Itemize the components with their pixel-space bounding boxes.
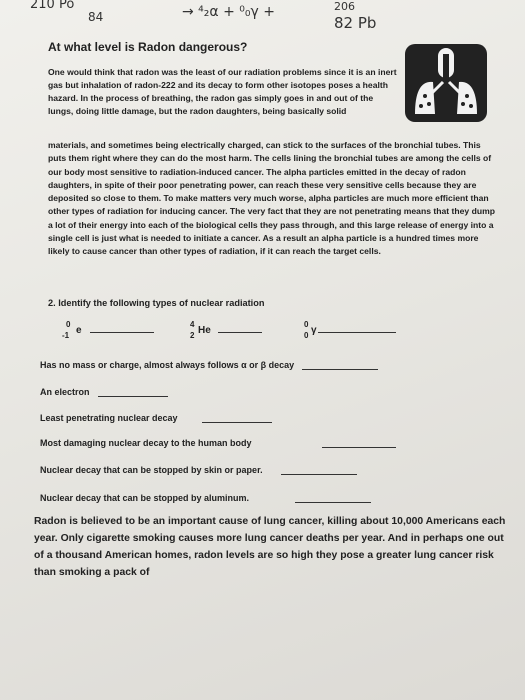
row-aluminum xyxy=(40,493,371,503)
answer-line[interactable] xyxy=(302,369,378,370)
paragraph-body: materials, and sometimes being electrically charged, can stick to the surfaces of the bronchial tubes. This puts them right where they can do the most harm. The cells lining the bronchial tubes are among the cells of our body most sensitive to radiation-induced cancer. The alpha particles emitted in the decay of radon daughters, in spite of their poor penetrating power, can reach these very sensitive cells because they are deposited so close to them. To make matters very much worse, alpha particles are much more efficient than other types of radiation for inducing cancer. The very fact that they are not penetrating means that they dump a lot of their energy into each of the biological cells they pass through, and this large release of energy into a single cell is just what is needed to initiate a cancer. As a result an alpha particle is a hundred times more likely to cause cancer than other types of radiation, if it can reach the target cells. xyxy=(48,140,495,257)
paragraph-closing: Radon is believed to be an important cause of lung cancer, killing about 10,000 Americans each year. Only cigarette smoking causes more lung cancer deaths per year. And in perhaps one out of a thousand American homes, radon levels are so high they pose a greater lung cancer risk than smoking a pack of xyxy=(34,516,506,578)
alpha-charge: 2 xyxy=(190,331,195,340)
page-title: At what level is Radon dangerous? xyxy=(48,40,248,54)
paragraph-intro: One would think that radon was the least of our radiation problems since it is an inert gas but inhalation of radon-222 and its decay to form other isotopes poses a health hazard. In the process of breathing, the radon gas simply goes in and out of the lungs, doing little damage, but the radon daughters, being basically solid xyxy=(48,67,397,116)
alpha-answer-line[interactable] xyxy=(218,332,262,333)
row-label: Least penetrating nuclear decay xyxy=(40,413,178,423)
row-label: Nuclear decay that can be stopped by aluminum. xyxy=(40,493,250,503)
row-skin-paper xyxy=(40,465,357,475)
hand-equation: → ⁴₂α + ⁰₀γ + xyxy=(182,4,275,20)
row-most-damaging xyxy=(40,438,396,448)
hand-left-bottom: 84 xyxy=(88,10,104,24)
answer-line[interactable] xyxy=(98,396,168,397)
gamma-charge: 0 xyxy=(304,331,309,340)
answer-line[interactable] xyxy=(322,447,396,448)
row-label: Has no mass or charge, almost always follows α or β decay xyxy=(40,360,295,370)
gamma-mass: 0 xyxy=(304,320,309,329)
lungs-icon xyxy=(405,44,487,122)
beta-symbol: e xyxy=(76,325,82,336)
beta-answer-line[interactable] xyxy=(90,332,154,333)
hand-left-top: 210 Po xyxy=(30,0,75,12)
answer-line[interactable] xyxy=(281,474,357,475)
beta-charge: -1 xyxy=(62,331,70,340)
row-label: Most damaging nuclear decay to the human body xyxy=(40,438,252,448)
gamma-symbol: γ xyxy=(311,325,317,336)
row-label: Nuclear decay that can be stopped by skin or paper. xyxy=(40,465,263,475)
hand-right-bottom: 82 Pb xyxy=(334,14,377,32)
hand-right-top: 206 xyxy=(334,0,355,13)
gamma-answer-line[interactable] xyxy=(318,332,396,333)
alpha-mass: 4 xyxy=(190,320,195,329)
row-least-penetrating xyxy=(40,413,272,423)
beta-mass: 0 xyxy=(66,320,71,329)
row-electron xyxy=(40,387,168,397)
question-2: 2. Identify the following types of nuclear radiation xyxy=(48,298,265,308)
answer-line[interactable] xyxy=(295,502,371,503)
row-label: An electron xyxy=(40,387,90,397)
answer-line[interactable] xyxy=(202,422,272,423)
alpha-symbol: He xyxy=(198,325,211,336)
row-no-mass xyxy=(40,360,378,370)
